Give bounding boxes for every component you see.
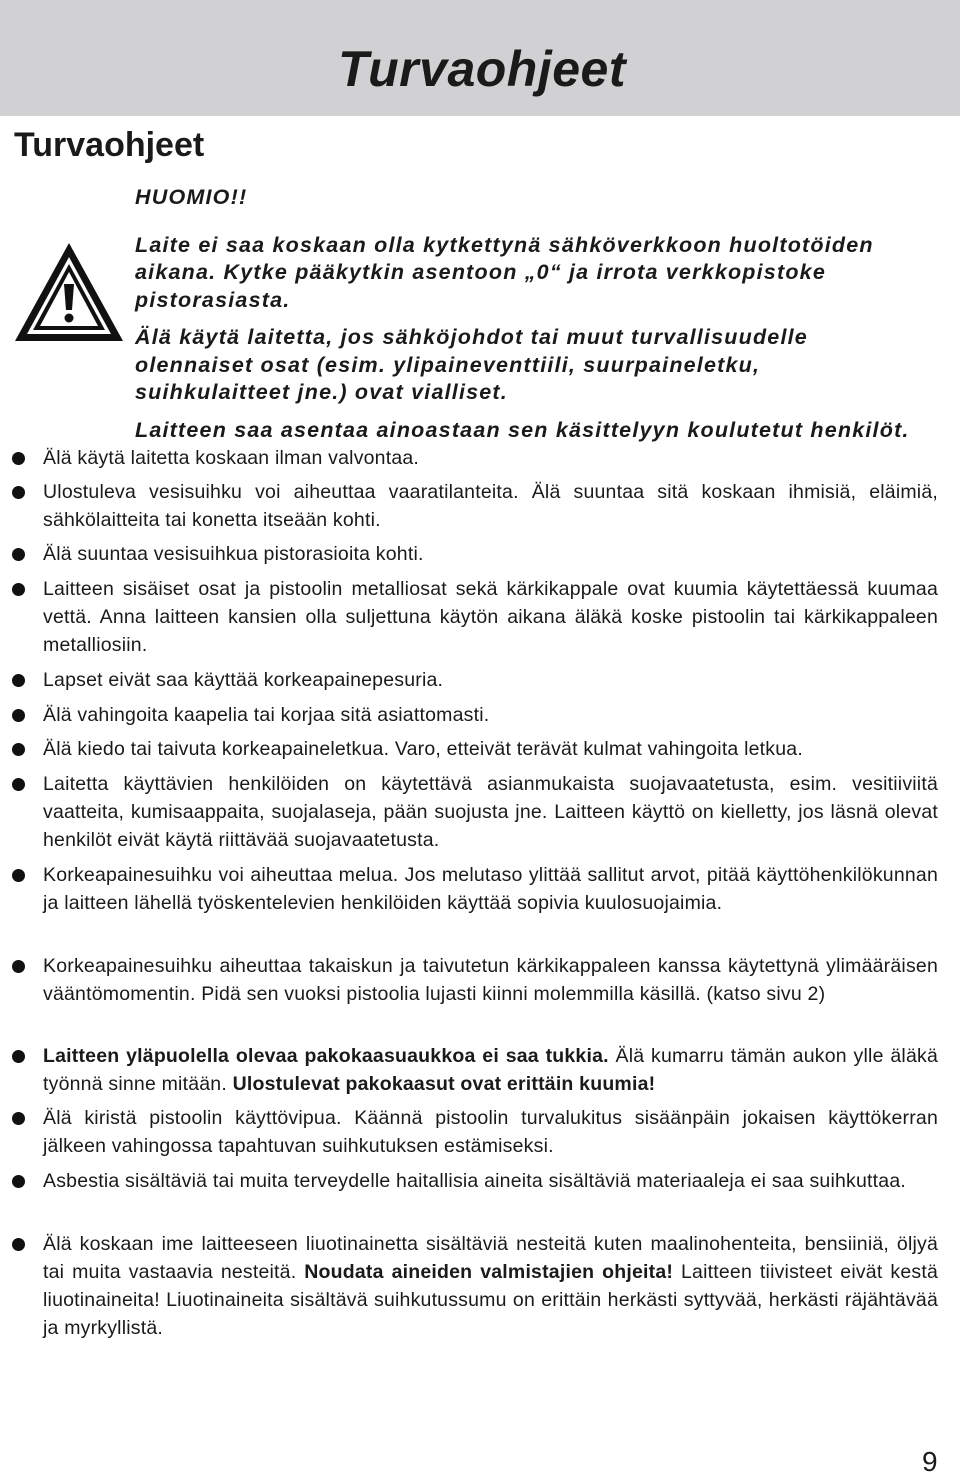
- list-item-bold: Ulostulevat pakokaasut ovat erittäin kuumia!: [232, 1073, 656, 1095]
- list-item-span: Älä koskaan ime laitteeseen liuotinainetta sisältäviä nesteitä kuten maalinohenteita, bensiiniä, öljyä tai muita vastaavia nesteitä.: [43, 1233, 938, 1283]
- bullet-icon: [12, 1238, 25, 1251]
- list-item-text: Laitetta käyttävien henkilöiden on käytettävä asianmukaista suojavaatetusta, esim. vesitiiviitä vaatteita, kumisaappaita, suojalaseja, pään suojusta jne. Laitteen käyttö on kielletty, jos läsnä olevat henkilöt eivät käytä riittävää suojavaatetusta.: [43, 773, 938, 851]
- list-item-text: Ulostuleva vesisuihku voi aiheuttaa vaaratilanteita. Älä suuntaa sitä koskaan ihmisiä, eläimiä, sähkölaitteita tai konetta itseään kohti.: [43, 481, 938, 531]
- bullet-icon: [12, 743, 25, 756]
- list-item-span: Laitteen tiivisteet eivät kestä liuotinaineita! Liuotinaineita sisältävä suihkutussumu on erittäin herkästi syttyvää, herkästi räjähtävää ja myrkyllistä.: [43, 1261, 938, 1339]
- bullet-icon: [12, 486, 25, 499]
- list-item-text: Korkeapainesuihku aiheuttaa takaiskun ja taivutetun kärkikappaleen kanssa käytettynä ylimääräisen vääntömomentin. Pidä sen vuoksi pistoolia lujasti kiinni molemmilla käsillä. (katso sivu 2): [43, 955, 938, 1005]
- bullet-icon: [12, 583, 25, 596]
- warning-block: [135, 184, 950, 444]
- bullet-icon: [12, 452, 25, 465]
- warning-line: pistorasiasta.: [135, 287, 291, 312]
- header-band: [0, 0, 960, 116]
- list-item-text: Korkeapainesuihku voi aiheuttaa melua. Jos melutaso ylittää sallitut arvot, pitää käyttöhenkilökunnan ja laitteen lähellä työskentelevien henkilöiden käyttää sopivia kuulosuojaimia.: [43, 864, 938, 914]
- bullet-icon: [12, 778, 25, 791]
- bullet-icon: [12, 960, 25, 973]
- list-item-text: [43, 1230, 938, 1342]
- list-item-bold: Noudata aineiden valmistajien ohjeita!: [304, 1261, 674, 1283]
- list-item-text: Asbestia sisältäviä tai muita terveydelle haitallisia aineita sisältäviä materiaaleja ei saa suihkuttaa.: [43, 1170, 906, 1192]
- list-item-text: Älä kiristä pistoolin käyttövipua. Käännä pistoolin turvalukitus sisäänpäin jokaisen käyttökerran jälkeen vahingossa tapahtuvan suihkutuksen estämiseksi.: [43, 1107, 938, 1157]
- bullet-icon: [12, 1175, 25, 1188]
- list-item-bold: Laitteen yläpuolella olevaa pakokaasuaukkoa ei saa tukkia.: [43, 1045, 609, 1067]
- bullet-icon: [12, 548, 25, 561]
- bullet-icon: [12, 869, 25, 882]
- list-item-text: Älä käytä laitetta koskaan ilman valvontaa.: [43, 447, 420, 469]
- list-item-text: [43, 1042, 938, 1098]
- warning-line: olennaiset osat (esim. ylipaineventtiili, suurpaineletku,: [135, 352, 761, 377]
- section-title: Turvaohjeet: [14, 126, 205, 164]
- warning-line: Laite ei saa koskaan olla kytkettynä sähköverkkoon huoltotöiden: [135, 232, 874, 257]
- header-title: Turvaohjeet: [338, 41, 626, 97]
- warning-triangle-icon: [12, 240, 126, 344]
- warning-heading: HUOMIO!!: [135, 185, 248, 209]
- bullet-icon: [12, 709, 25, 722]
- warning-line: Laitteen saa asentaa ainoastaan sen käsittelyyn koulutetut henkilöt.: [135, 417, 910, 442]
- list-item-text: Älä kiedo tai taivuta korkeapaineletkua. Varo, etteivät terävät kulmat vahingoita letkua.: [43, 738, 803, 760]
- bullet-icon: [12, 1112, 25, 1125]
- list-item-text: Älä vahingoita kaapelia tai korjaa sitä asiattomasti.: [43, 704, 490, 726]
- list-item-text: Lapset eivät saa käyttää korkeapainepesuria.: [43, 669, 444, 691]
- bullet-icon: [12, 1050, 25, 1063]
- list-item-text: Laitteen sisäiset osat ja pistoolin metalliosat sekä kärkikappale ovat kuumia käytettäessä kuumaa vettä. Anna laitteen kansien olla suljettuna käytön aikana äläkä koske pistoolin tai kärkikappaleen metalliosiin.: [43, 578, 938, 656]
- warning-line: suihkulaitteet jne.) ovat vialliset.: [135, 380, 508, 404]
- page-number: 9: [922, 1446, 938, 1477]
- warning-line: Älä käytä laitetta, jos sähköjohdot tai muut turvallisuudelle: [135, 325, 808, 349]
- list-item-text: Älä suuntaa vesisuihkua pistorasioita kohti.: [43, 543, 424, 565]
- warning-line: aikana. Kytke pääkytkin asentoon „0“ ja irrota verkkopistoke: [135, 260, 826, 284]
- bullet-icon: [12, 674, 25, 687]
- list-item-span: Älä kumarru tämän aukon ylle äläkä työnnä sinne mitään.: [43, 1045, 938, 1095]
